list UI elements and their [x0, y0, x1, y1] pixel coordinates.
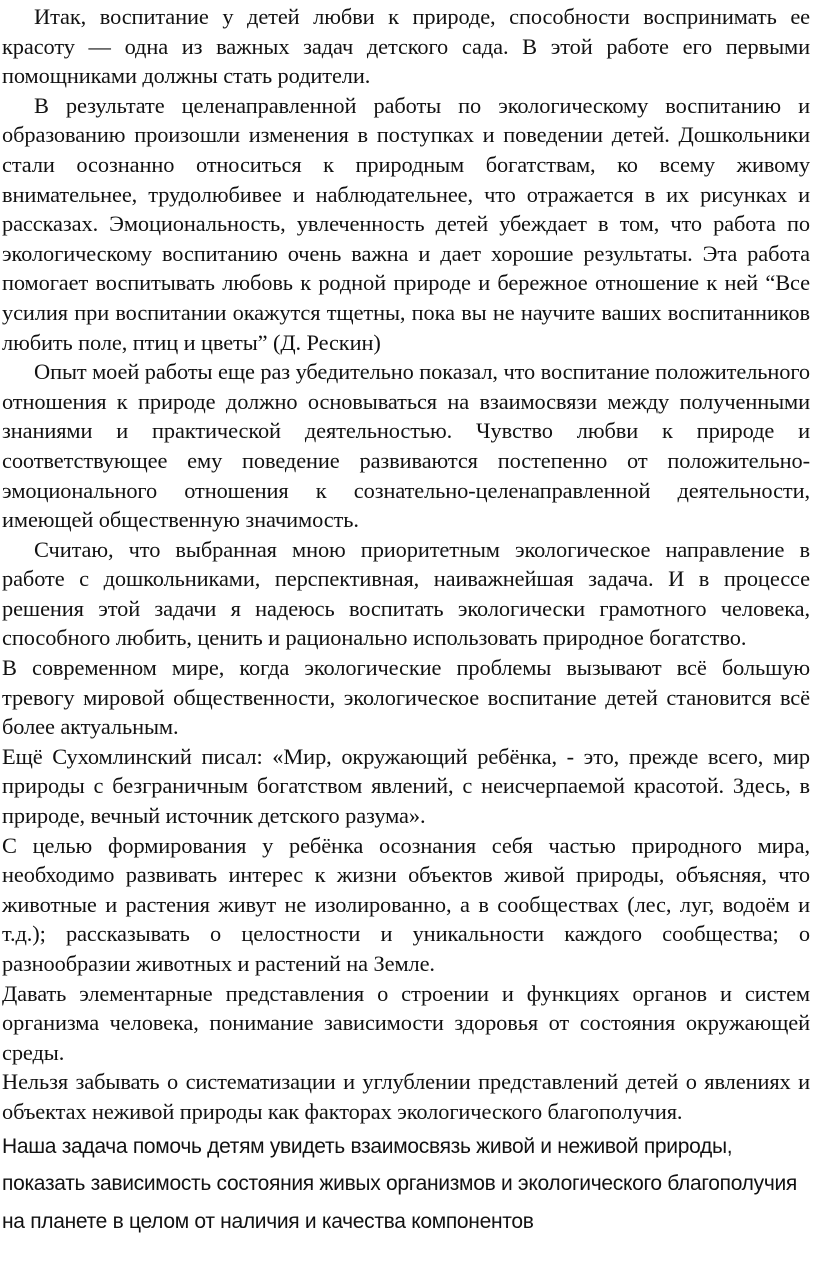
paragraph-8: Давать элементарные представления о строении и функциях органов и систем организма человека, понимание зависимости здоровья от состояния окружающей среды. — [2, 980, 810, 1065]
paragraph-5: В современном мире, когда экологические проблемы вызывают всё большую тревогу мировой общественности, экологическое воспитание детей становится всё более актуальным. — [2, 655, 810, 740]
paragraph-7: С целью формирования у ребёнка осознания себя частью природного мира, необходимо развивать интерес к жизни объектов живой природы, объясняя, что животные и растения живут не изолированно, а в сообществах (лес, луг, водоём и т.д.); рассказывать о целостности и уникальности каждого сообщества; о разнообразии животных и растений на Земле. — [2, 832, 810, 976]
paragraph-3: Опыт моей работы еще раз убедительно показал, что воспитание положительного отношения к природе должно основываться на взаимосвязи между полученными знаниями и практической деятельностью. Чувство любви к природе и соответствующее ему поведение развиваются постепенно от положительно-эмоционального отношения к сознательно-целенаправленной деятельности, имеющей общественную значимость. — [2, 359, 810, 533]
paragraph-2: В результате целенаправленной работы по экологическому воспитанию и образованию произошли изменения в поступках и поведении детей. Дошкольники стали осознанно относиться к природным богатствам, ко всему живому внимательнее, трудолюбивее и наблюдательнее, что отражается в их рисунках и рассказах. Эмоциональность, увлеченность детей убеждает в том, что работа по экологическому воспитанию очень важна и дает хорошие результаты. Эта работа помогает воспитывать любовь к родной природе и бережное отношение к ней “Все усилия при воспитании окажутся тщетны, пока вы не научите ваших воспитанников любить поле, птиц и цветы” (Д. Рескин) — [2, 92, 810, 355]
paragraph-6: Ещё Сухомлинский писал: «Мир, окружающий ребёнка, - это, прежде всего, мир природы с безграничным богатством явлений, с неисчерпаемой красотой. Здесь, в природе, вечный источник детского разума». — [2, 743, 810, 829]
paragraph-9: Нельзя забывать о систематизации и углублении представлений детей о явлениях и объектах неживой природы как факторах экологического благополучия. — [2, 1069, 810, 1124]
paragraph-4: Считаю, что выбранная мною приоритетным экологическое направление в работе с дошкольниками, перспективная, наиважнейшая задача. И в процессе решения этой задачи я надеюсь воспитать экологически грамотного человека, способного любить, ценить и рационально использовать природное богатство. — [2, 536, 810, 651]
closing-paragraph: Наша задача помочь детям увидеть взаимосвязь живой и неживой природы, показать зависимость состояния живых организмов и экологического благополучия на планете в целом от наличия и качества компонентов — [2, 1134, 797, 1233]
paragraph-1: Итак, воспитание у детей любви к природе, способности воспринимать ее красоту — одна из важных задач детского сада. В этой работе его первыми помощниками должны стать родители. — [2, 4, 810, 89]
